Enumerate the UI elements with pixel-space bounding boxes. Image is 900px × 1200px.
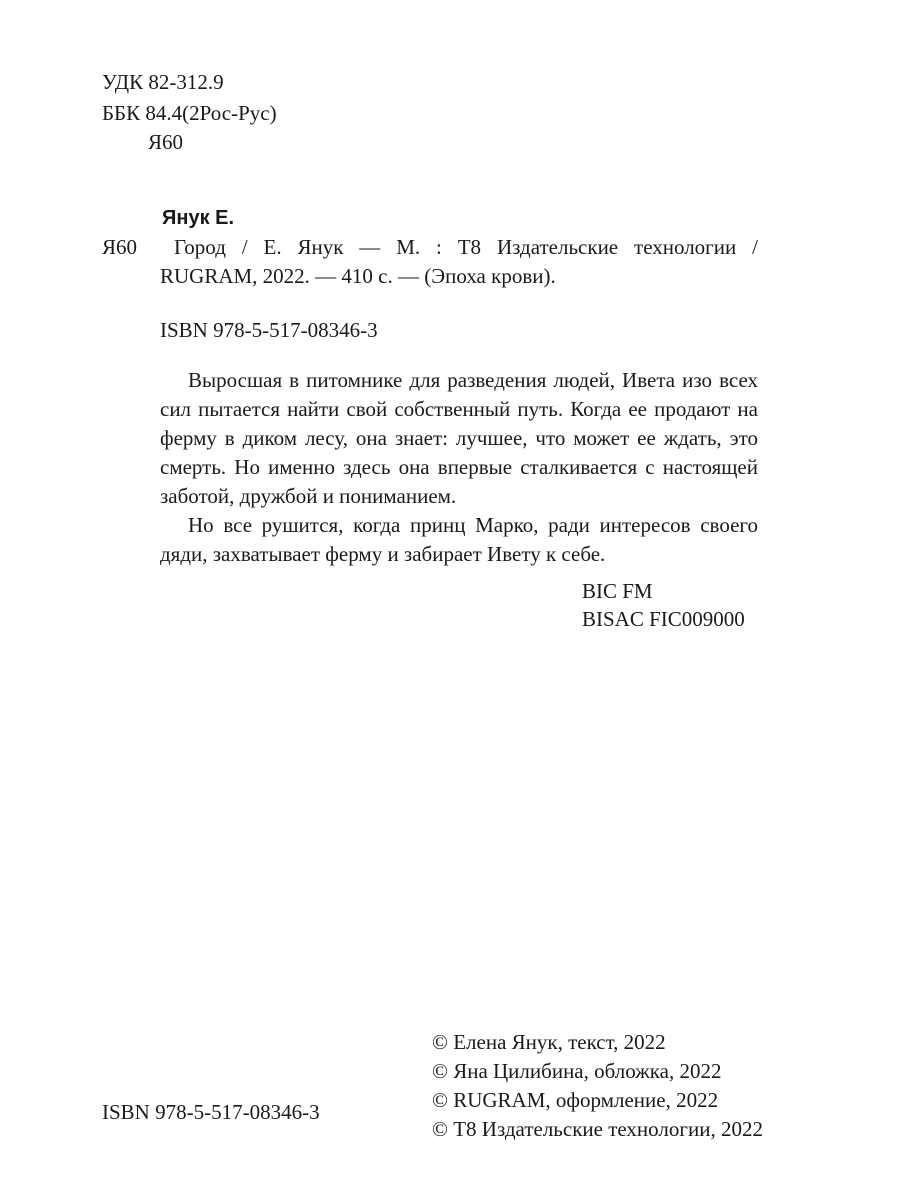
- isbn-bottom: ISBN 978-5-517-08346-3: [102, 1100, 320, 1124]
- author-mark: Я60: [148, 130, 184, 154]
- bisac-code: BISAC FIC009000: [582, 607, 745, 631]
- entry-line-2: RUGRAM, 2022. — 410 с. — (Эпоха крови).: [160, 264, 556, 288]
- bibliographic-entry: [160, 233, 758, 291]
- copyright-line: © RUGRAM, оформление, 2022: [432, 1088, 719, 1112]
- bbk-code: ББК 84.4(2Рос-Рус): [102, 101, 277, 125]
- copyright-line: © Т8 Издательские технологии, 2022: [432, 1117, 763, 1141]
- annotation: [160, 366, 758, 569]
- entry-line-1: Город / Е. Янук — М. : Т8 Издательские технологии /: [174, 235, 758, 259]
- copyright-line: © Елена Янук, текст, 2022: [432, 1030, 666, 1054]
- annotation-paragraph: Выросшая в питомнике для разведения людей, Ивета изо всех сил пытается найти свой собственный путь. Когда ее продают на ферму в диком лесу, она знает: лучшее, что может ее ждать, это смерть. Но именно здесь она впервые сталкивается с настоящей заботой, дружбой и пониманием.: [160, 368, 758, 508]
- bic-code: BIC FM: [582, 579, 653, 603]
- author-name: Янук Е.: [162, 207, 235, 229]
- copyright-line: © Яна Цилибина, обложка, 2022: [432, 1059, 722, 1083]
- copyright-list: [432, 1028, 792, 1144]
- annotation-paragraph: Но все рушится, когда принц Марко, ради интересов своего дяди, захватывает ферму и забирает Ивету к себе.: [160, 513, 758, 566]
- udk-code: УДК 82-312.9: [102, 70, 224, 94]
- author-mark-side: Я60: [102, 235, 138, 259]
- isbn-main: ISBN 978-5-517-08346-3: [160, 318, 378, 342]
